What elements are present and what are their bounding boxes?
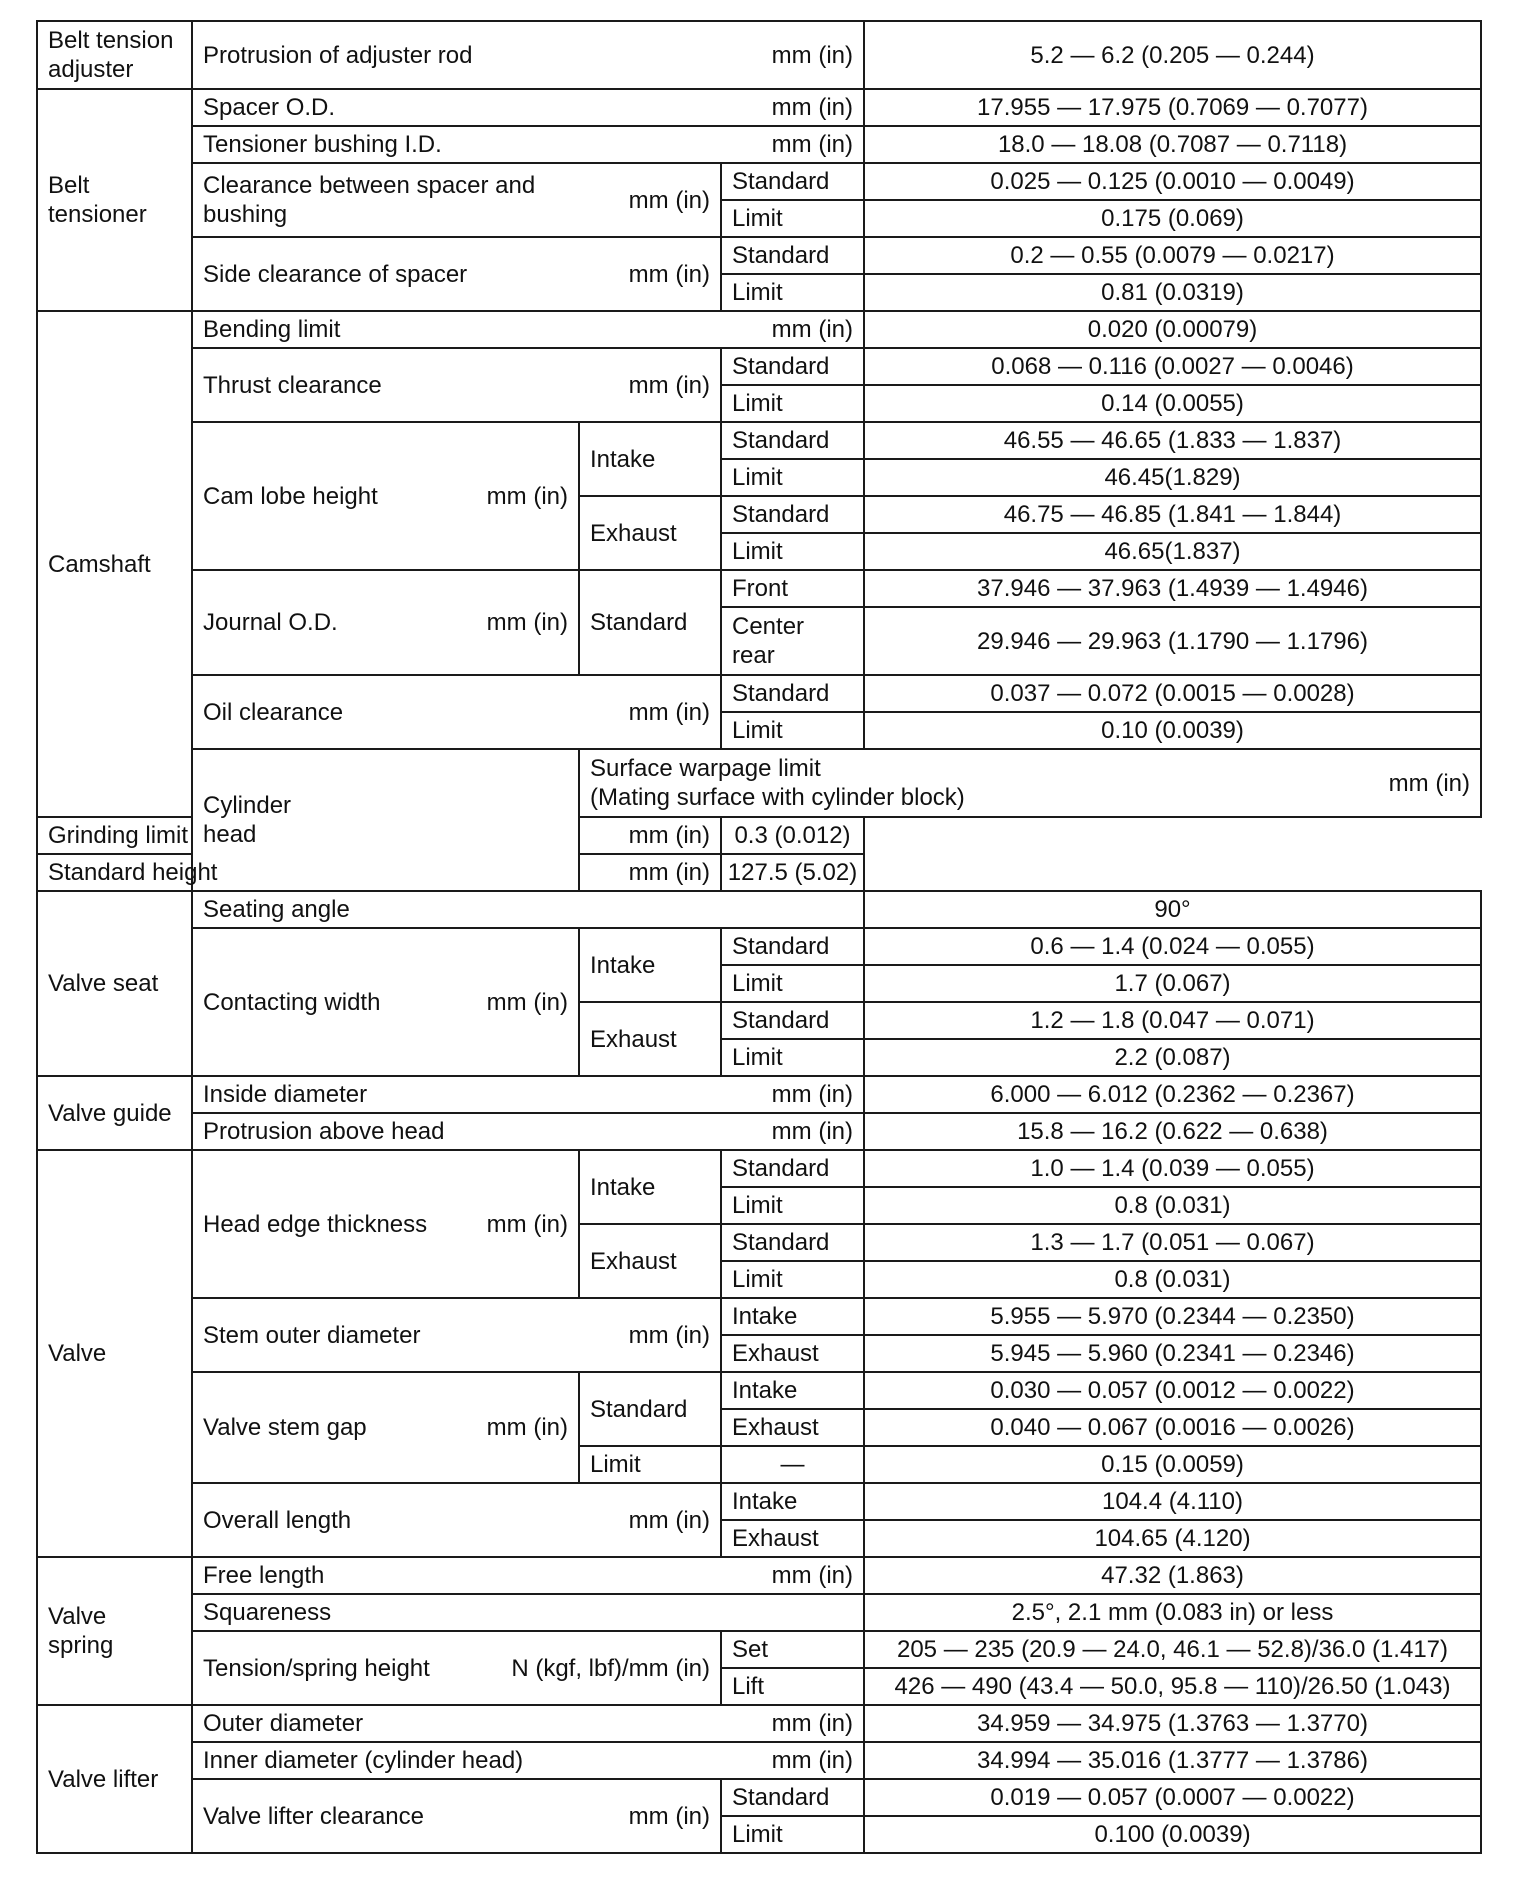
- spec-value: 426 — 490 (43.4 — 50.0, 95.8 — 110)/26.50 (1.043): [864, 1668, 1481, 1705]
- spec-value: 0.019 — 0.057 (0.0007 — 0.0022): [864, 1779, 1481, 1816]
- sub-label: Limit: [721, 533, 864, 570]
- unit-label: N (kgf, lbf)/mm (in): [511, 1654, 710, 1682]
- item-label: Thrust clearance: [203, 371, 382, 399]
- sub-label: Exhaust: [579, 496, 721, 570]
- unit-label: mm (in): [628, 260, 710, 288]
- table-row: [37, 1631, 1481, 1668]
- sub-label: Standard: [721, 348, 864, 385]
- item-label: Outer diameter: [203, 1710, 364, 1737]
- unit-label: mm (in): [486, 1414, 568, 1441]
- sub-label: Standard: [721, 163, 864, 200]
- table-row: [37, 1483, 1481, 1520]
- unit-label: mm (in): [628, 371, 710, 399]
- sub-label: Standard: [579, 570, 721, 675]
- item-label: Oil clearance: [203, 698, 344, 726]
- sub-label: Limit: [721, 965, 864, 1002]
- sub-label: Intake: [721, 1483, 864, 1520]
- sub-label: Limit: [721, 274, 864, 311]
- sub-label: Standard: [721, 675, 864, 712]
- spec-value: 17.955 — 17.975 (0.7069 — 0.7077): [864, 89, 1481, 126]
- group-cylinder-head: Cylinder head: [192, 749, 579, 891]
- specification-table: [36, 20, 1482, 1854]
- sub-label: Limit: [579, 1446, 721, 1483]
- spec-value: 1.7 (0.067): [864, 965, 1481, 1002]
- item-label: Contacting width: [203, 988, 381, 1016]
- sub-label: Limit: [721, 385, 864, 422]
- spec-value: 46.75 — 46.85 (1.841 — 1.844): [864, 496, 1481, 533]
- table-row: [37, 1372, 1481, 1409]
- sub-label: Limit: [721, 459, 864, 496]
- group-valve: Valve: [37, 1150, 192, 1557]
- table-row: [37, 163, 1481, 200]
- spec-value: 1.2 — 1.8 (0.047 — 0.071): [864, 1002, 1481, 1039]
- table-row: [37, 891, 1481, 928]
- table-row: [37, 570, 1481, 607]
- group-camshaft: Camshaft: [37, 311, 192, 817]
- unit-label: mm (in): [486, 1210, 568, 1238]
- unit-label: mm (in): [628, 1802, 710, 1830]
- spec-value: 0.030 — 0.057 (0.0012 — 0.0022): [864, 1372, 1481, 1409]
- sub-label: Exhaust: [579, 1224, 721, 1298]
- table-row: [37, 675, 1481, 712]
- spec-value: 5.955 — 5.970 (0.2344 — 0.2350): [864, 1298, 1481, 1335]
- item-label: Valve stem gap: [203, 1414, 367, 1441]
- unit-label: mm (in): [486, 609, 568, 636]
- table-row: [37, 854, 1481, 891]
- unit-label: mm (in): [771, 1747, 853, 1774]
- table-row: [37, 348, 1481, 385]
- unit-label: mm (in): [1388, 769, 1470, 797]
- spec-value: 2.2 (0.087): [864, 1039, 1481, 1076]
- spec-value: 0.6 — 1.4 (0.024 — 0.055): [864, 928, 1481, 965]
- group-valve-spring: Valve spring: [37, 1557, 192, 1705]
- table-row: [37, 928, 1481, 965]
- item-label: Surface warpage limit (Mating surface with cylinder block): [590, 755, 965, 811]
- sub-label: Standard: [721, 237, 864, 274]
- sub-label: Limit: [721, 1816, 864, 1853]
- item-label: Protrusion above head: [203, 1118, 445, 1145]
- group-valve-seat: Valve seat: [37, 891, 192, 1076]
- item-label: Bending limit: [203, 316, 341, 343]
- spec-value: 0.15 (0.0059): [864, 1446, 1481, 1483]
- table-row: [37, 422, 1481, 459]
- table-row: [37, 1594, 1481, 1631]
- spec-value: 0.14 (0.0055): [864, 385, 1481, 422]
- spec-value: 90°: [864, 891, 1481, 928]
- table-row: [37, 749, 1481, 817]
- sub-label: Standard: [721, 1150, 864, 1187]
- sub-label: Lift: [721, 1668, 864, 1705]
- spec-value: 46.65(1.837): [864, 533, 1481, 570]
- spec-value: 29.946 — 29.963 (1.1790 — 1.1796): [864, 607, 1481, 675]
- spec-value: 0.040 — 0.067 (0.0016 — 0.0026): [864, 1409, 1481, 1446]
- sub-label: Limit: [721, 1261, 864, 1298]
- item-label: Stem outer diameter: [203, 1321, 421, 1349]
- table-row: [37, 1076, 1481, 1113]
- group-valve-lifter: Valve lifter: [37, 1705, 192, 1853]
- item-label: Side clearance of spacer: [203, 260, 468, 288]
- unit-label: mm (in): [771, 1118, 853, 1145]
- sub-label: Exhaust: [721, 1409, 864, 1446]
- unit-label: mm (in): [628, 822, 710, 849]
- spec-value: 0.020 (0.00079): [864, 311, 1481, 348]
- item-label: Spacer O.D.: [203, 94, 336, 121]
- table-row: [37, 1150, 1481, 1187]
- spec-value: 0.025 — 0.125 (0.0010 — 0.0049): [864, 163, 1481, 200]
- sub-label: Intake: [579, 422, 721, 496]
- spec-value: 18.0 — 18.08 (0.7087 — 0.7118): [864, 126, 1481, 163]
- unit-label: mm (in): [628, 1506, 710, 1534]
- table-row: [37, 237, 1481, 274]
- spec-value: 46.55 — 46.65 (1.833 — 1.837): [864, 422, 1481, 459]
- spec-value: 37.946 — 37.963 (1.4939 — 1.4946): [864, 570, 1481, 607]
- unit-label: mm (in): [771, 131, 853, 158]
- spec-value: 104.65 (4.120): [864, 1520, 1481, 1557]
- sub-label: Limit: [721, 1039, 864, 1076]
- unit-label: mm (in): [628, 186, 710, 214]
- sub-label: Limit: [721, 200, 864, 237]
- item-label: Inner diameter (cylinder head): [203, 1747, 524, 1774]
- table-row: [37, 311, 1481, 348]
- spec-value: 6.000 — 6.012 (0.2362 — 0.2367): [864, 1076, 1481, 1113]
- item-label: Overall length: [203, 1506, 352, 1534]
- spec-value: 1.3 — 1.7 (0.051 — 0.067): [864, 1224, 1481, 1261]
- unit-label: mm (in): [628, 1321, 710, 1349]
- unit-label: mm (in): [486, 988, 568, 1016]
- group-valve-guide: Valve guide: [37, 1076, 192, 1150]
- sub-label: Limit: [721, 1187, 864, 1224]
- table-row: [37, 1298, 1481, 1335]
- spec-value: 0.8 (0.031): [864, 1187, 1481, 1224]
- item-label: Tensioner bushing I.D.: [203, 131, 442, 158]
- spec-value: 0.037 — 0.072 (0.0015 — 0.0028): [864, 675, 1481, 712]
- table-row: [37, 21, 1481, 89]
- unit-label: mm (in): [771, 41, 853, 69]
- item-label: Inside diameter: [203, 1081, 368, 1108]
- item-label: Grinding limit: [48, 822, 189, 849]
- spec-value: 15.8 — 16.2 (0.622 — 0.638): [864, 1113, 1481, 1150]
- unit-label: mm (in): [628, 859, 710, 886]
- unit-label: mm (in): [771, 1710, 853, 1737]
- spec-value: 34.959 — 34.975 (1.3763 — 1.3770): [864, 1705, 1481, 1742]
- sub-label: Standard: [721, 1779, 864, 1816]
- spec-value: 5.2 — 6.2 (0.205 — 0.244): [864, 21, 1481, 89]
- spec-value: 5.945 — 5.960 (0.2341 — 0.2346): [864, 1335, 1481, 1372]
- sub-label: Intake: [579, 1150, 721, 1224]
- sub-label: Exhaust: [721, 1335, 864, 1372]
- spec-value: 1.0 — 1.4 (0.039 — 0.055): [864, 1150, 1481, 1187]
- sub-label: Exhaust: [721, 1520, 864, 1557]
- item-label: Protrusion of adjuster rod: [203, 41, 473, 69]
- spec-value: 205 — 235 (20.9 — 24.0, 46.1 — 52.8)/36.0 (1.417): [864, 1631, 1481, 1668]
- sub-label: Standard: [721, 422, 864, 459]
- sub-label: Intake: [721, 1298, 864, 1335]
- sub-label: Standard: [721, 928, 864, 965]
- item-label: Standard height: [48, 859, 218, 886]
- sub-label: Exhaust: [579, 1002, 721, 1076]
- sub-label: Intake: [721, 1372, 864, 1409]
- spec-value: 0.8 (0.031): [864, 1261, 1481, 1298]
- item-label: Tension/spring height: [203, 1654, 430, 1682]
- spec-value: 0.2 — 0.55 (0.0079 — 0.0217): [864, 237, 1481, 274]
- item-label: Head edge thickness: [203, 1210, 428, 1238]
- group-belt-tensioner: Belt tensioner: [37, 89, 192, 311]
- table-row: [37, 126, 1481, 163]
- unit-label: mm (in): [771, 316, 853, 343]
- spec-value: 0.175 (0.069): [864, 200, 1481, 237]
- sub-label: Center rear: [721, 607, 864, 675]
- spec-value: 127.5 (5.02): [721, 854, 864, 891]
- sub-label: Front: [721, 570, 864, 607]
- item-label: Cam lobe height: [203, 482, 378, 510]
- group-belt-tension-adjuster: Belt tension adjuster: [37, 21, 192, 89]
- item-label: Squareness: [203, 1599, 332, 1626]
- spec-value: 47.32 (1.863): [864, 1557, 1481, 1594]
- sub-label: Intake: [579, 928, 721, 1002]
- unit-label: mm (in): [771, 94, 853, 121]
- item-label: Journal O.D.: [203, 609, 338, 636]
- unit-label: mm (in): [771, 1081, 853, 1108]
- table-row: [37, 1557, 1481, 1594]
- spec-value: 0.068 — 0.116 (0.0027 — 0.0046): [864, 348, 1481, 385]
- sub-label: Standard: [579, 1372, 721, 1446]
- table-row: [37, 1705, 1481, 1742]
- spec-value: 34.994 — 35.016 (1.3777 — 1.3786): [864, 1742, 1481, 1779]
- item-label: Valve lifter clearance: [203, 1802, 424, 1830]
- spec-value: 104.4 (4.110): [864, 1483, 1481, 1520]
- table-row: [37, 1742, 1481, 1779]
- dash-placeholder: —: [721, 1446, 864, 1483]
- spec-value: 0.81 (0.0319): [864, 274, 1481, 311]
- unit-label: mm (in): [771, 1562, 853, 1589]
- table-row: [37, 1113, 1481, 1150]
- spec-value: 0.10 (0.0039): [864, 712, 1481, 749]
- item-label: Seating angle: [203, 896, 350, 923]
- spec-value: 46.45(1.829): [864, 459, 1481, 496]
- table-row: [37, 89, 1481, 126]
- spec-value: 0.3 (0.012): [721, 817, 864, 854]
- table-row: [37, 1779, 1481, 1816]
- item-label: Free length: [203, 1562, 325, 1589]
- unit-label: mm (in): [486, 482, 568, 510]
- item-label: Clearance between spacer and bushing: [203, 172, 536, 228]
- spec-value: 2.5°, 2.1 mm (0.083 in) or less: [864, 1594, 1481, 1631]
- sub-label: Limit: [721, 712, 864, 749]
- sub-label: Set: [721, 1631, 864, 1668]
- spec-value: 0.100 (0.0039): [864, 1816, 1481, 1853]
- sub-label: Standard: [721, 496, 864, 533]
- sub-label: Standard: [721, 1002, 864, 1039]
- unit-label: mm (in): [628, 698, 710, 726]
- sub-label: Standard: [721, 1224, 864, 1261]
